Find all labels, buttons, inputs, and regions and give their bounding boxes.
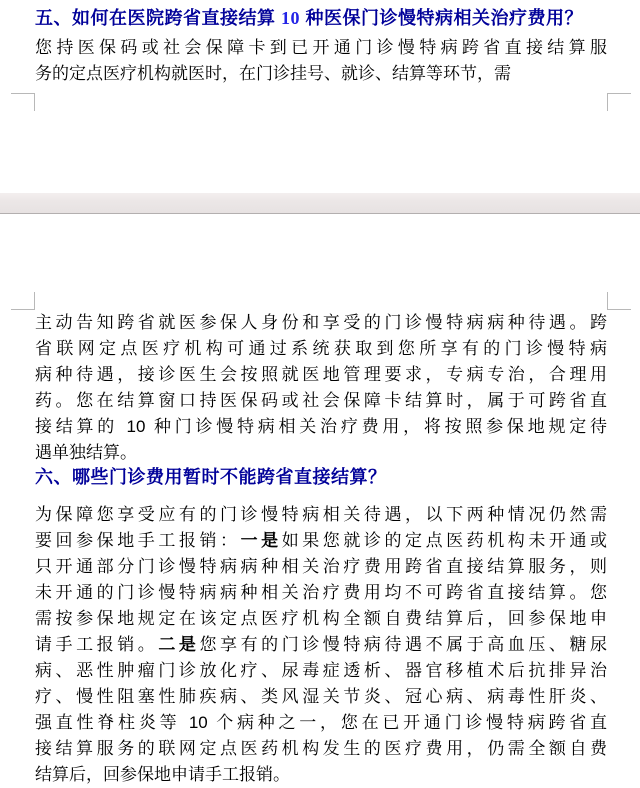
- text-line: [35, 762, 607, 788]
- text-line: [35, 632, 607, 658]
- text-run: 强直性脊柱炎等 10 个病种之一，您在已开通门诊慢特病跨省直: [35, 713, 607, 732]
- answer-paragraph-5-continued: [35, 310, 607, 466]
- text-line: [35, 310, 607, 336]
- text-run: 二是: [158, 635, 200, 654]
- text-run: 只开通部分门诊慢特病病种相关治疗费用跨省直接结算服务，则: [35, 557, 607, 576]
- text-run: 未开通的门诊慢特病病种相关治疗费用均不可跨省直接结算。您: [35, 583, 607, 602]
- text-run: 为保障您享受应有的门诊慢特病相关待遇，以下两种情况仍然需: [35, 505, 607, 524]
- text-run: 结算后，回参保地申请手工报销。: [35, 765, 290, 784]
- text-line: [35, 388, 607, 414]
- text-boundary-mark-top-right: [607, 292, 631, 310]
- text-run: 接结算服务的联网定点医药机构发生的医疗费用，仍需全额自费: [35, 739, 607, 758]
- text-line: [35, 528, 607, 554]
- text-line: [35, 61, 607, 87]
- text-run: 主动告知跨省就医参保人身份和享受的门诊慢特病病种待遇。跨: [35, 313, 607, 332]
- text-run: 遇单独结算。: [35, 443, 137, 462]
- text-run: 病、恶性肿瘤门诊放化疗、尿毒症透析、器官移植术后抗排异治: [35, 661, 607, 680]
- text-line: [35, 336, 607, 362]
- text-run: 您持医保码或社会保障卡到已开通门诊慢特病跨省直接结算服: [35, 38, 607, 57]
- text-line: [35, 710, 607, 736]
- text-run: 您享有的门诊慢特病待遇不属于高血压、糖尿: [199, 635, 607, 654]
- text-line: [35, 362, 607, 388]
- text-run: 10: [281, 8, 300, 28]
- text-run: 请手工报销。: [35, 635, 159, 654]
- answer-paragraph-5: [35, 35, 607, 87]
- text-line: [35, 658, 607, 684]
- text-run: 需按参保地规定在该定点医疗机构全额自费结算后，回参保地申: [35, 609, 607, 628]
- text-line: [35, 502, 607, 528]
- text-run: 六、哪些门诊费用暂时不能跨省直接结算？: [35, 467, 387, 487]
- text-run: 一是: [240, 531, 282, 550]
- text-run: 接结算的 10 种门诊慢特病相关治疗费用，将按照参保地规定待: [35, 417, 607, 436]
- text-line: [35, 736, 607, 762]
- text-run: 省联网定点医疗机构可通过系统获取到您所享有的门诊慢特病: [35, 339, 607, 358]
- text-run: 务的定点医疗机构就医时，在门诊挂号、就诊、结算等环节，需: [35, 64, 511, 83]
- text-line: [35, 606, 607, 632]
- question-heading-5: [35, 7, 615, 29]
- text-line: [35, 684, 607, 710]
- text-line: [35, 35, 607, 61]
- text-run: 病种待遇，接诊医生会按照就医地管理要求，专病专治，合理用: [35, 365, 607, 384]
- text-run: 要回参保地手工报销：: [35, 531, 241, 550]
- text-run: 疗、慢性阻塞性肺疾病、类风湿关节炎、冠心病、病毒性肝炎、: [35, 687, 607, 706]
- text-line: [35, 440, 607, 466]
- text-run: 五、如何在医院跨省直接结算: [35, 8, 281, 28]
- text-line: [35, 554, 607, 580]
- text-line: [35, 414, 607, 440]
- text-boundary-mark-bottom-right: [607, 93, 631, 111]
- text-run: 种医保门诊慢特病相关治疗费用？: [300, 8, 583, 28]
- text-boundary-mark-bottom-left: [11, 93, 35, 111]
- text-run: 药。您在结算窗口持医保码或社会保障卡结算时，属于可跨省直: [35, 391, 607, 410]
- text-boundary-mark-top-left: [11, 292, 35, 310]
- text-line: [35, 580, 607, 606]
- text-run: 如果您就诊的定点医药机构未开通或: [281, 531, 607, 550]
- page-1: [0, 0, 640, 193]
- answer-paragraph-6: [35, 502, 607, 788]
- page-break-band: [0, 193, 640, 214]
- question-heading-6: [35, 466, 615, 488]
